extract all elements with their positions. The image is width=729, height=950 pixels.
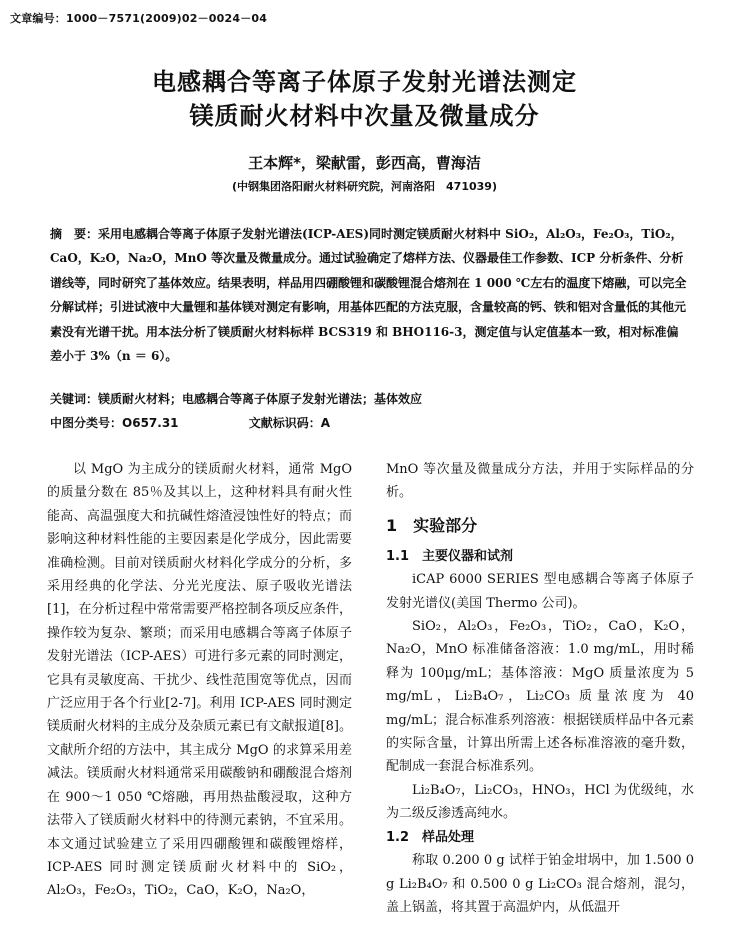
classification-label: 中图分类号： [50, 416, 123, 430]
subsection-heading-sample: 1.2 样品处理 [386, 829, 475, 845]
sample-paragraph: 称取 0.200 0 g 试样于铂金坩埚中，加 1.500 0 g Li₂B₄O₇ 和 0.500 0 g Li₂CO₃ 混合熔剂，混匀，盖上锅盖，将其置于高温炉内，从低温开 [386, 853, 694, 915]
abstract-label: 摘 要： [50, 227, 99, 241]
keywords-label: 关键词： [50, 392, 99, 406]
title-line-1: 电感耦合等离子体原子发射光谱法测定 [152, 68, 577, 96]
right-column [386, 458, 694, 919]
keywords [50, 390, 690, 407]
left-column [47, 458, 352, 903]
section-heading-experimental: 1 实验部分 [386, 515, 478, 535]
acids-paragraph: Li₂B₄O₇，Li₂CO₃，HNO₃，HCl 为优级纯，水为二级反渗透高纯水。 [386, 782, 694, 822]
subsection-heading-instruments: 1.1 主要仪器和试剂 [386, 548, 514, 564]
article-number: 文章编号：1000－7571(2009)02－0024－04 [10, 12, 268, 25]
abstract-text: 采用电感耦合等离子体原子发射光谱法(ICP-AES)同时测定镁质耐火材料中 SiO₂，Al₂O₃，Fe₂O₃，TiO₂，CaO，K₂O，Na₂O，MnO 等次量及微量成分。通过试验确定了熔样方法、仪器最佳工作参数、ICP 分析条件、分析谱线等，同时研究了基体效应。结果表明，样品用四硼酸锂和碳酸锂混合熔剂在 1 000 ℃左右的温度下熔融，可以完全分解试样；引进试液中大量锂和基体镁对测定有影响，用基体匹配的方法克服，含量较高的钙、铁和铝对含量低的其他元素没有光谱干扰。用本法分析了镁质耐火材料标样 BCS319 和 BHO116-3，测定值与认定值基本一致，相对标准偏差小于 3%（n ＝ 6）。 [50, 227, 687, 364]
reagents-paragraph: SiO₂，Al₂O₃，Fe₂O₃，TiO₂，CaO，K₂O，Na₂O，MnO 标准储备溶液：1.0 mg/mL，用时稀释为 100μg/mL；基体溶液：MgO 质量浓度为 5 mg/mL，Li₂B₄O₇，Li₂CO₃ 质量浓度为 40 mg/mL；混合标准系列溶液：根据镁质样品中各元素的实际含量，计算出所需上述各标准溶液的毫升数，配制成一套混合标准系列。 [386, 619, 694, 775]
authors: 王本辉*，梁献雷，彭西高，曹海洁 [248, 154, 481, 172]
intro-continuation: MnO 等次量及微量成分方法，并用于实际样品的分析。 [386, 462, 694, 501]
classification [50, 414, 690, 431]
doc-code-label: 文献标识码： [248, 416, 321, 430]
abstract [50, 222, 690, 368]
classification-value: O657.31 [122, 416, 179, 430]
affiliation: (中钢集团洛阳耐火材料研究院，河南洛阳 471039) [232, 180, 497, 193]
doc-code-value: A [320, 416, 331, 430]
title-line-2: 镁质耐火材料中次量及微量成分 [189, 102, 540, 130]
keywords-text: 镁质耐火材料；电感耦合等离子体原子发射光谱法；基体效应 [98, 392, 423, 406]
intro-paragraph: 以 MgO 为主成分的镁质耐火材料，通常 MgO 的质量分数在 85％及其以上，这种材料具有耐火性能高、高温强度大和抗碱性熔渣浸蚀性好的特点；而影响这种材料性能的主要因素是化学成分，因此需要准确检测。目前对镁质耐火材料化学成分的分析，多采用经典的化学法、分光光度法、原子吸收光谱法[1]，在分析过程中常常需要严格控制各项反应条件，操作较为复杂、繁琐；而采用电感耦合等离子体原子发射光谱法（ICP-AES）可进行多元素的同时测定，它具有灵敏度高、干扰少、线性范围宽等优点，因而广泛应用于各个行业[2-7]。利用 ICP-AES 同时测定镁质耐火材料的主成分及杂质元素已有文献报道[8]。文献所介绍的方法中，其主成分 MgO 的求算采用差减法。镁质耐火材料通常采用碳酸钠和硼酸混合熔剂在 900～1 050 ℃熔融，再用热盐酸浸取，这种方法带入了镁质耐火材料中的待测元素钠，不宜采用。本文通过试验建立了采用四硼酸锂和碳酸锂熔样，ICP-AES 同时测定镁质耐火材料中的 SiO₂，Al₂O₃，Fe₂O₃，TiO₂，CaO，K₂O，Na₂O， [47, 462, 352, 899]
instrument-paragraph: iCAP 6000 SERIES 型电感耦合等离子体原子发射光谱仪(美国 Thermo 公司)。 [386, 572, 694, 611]
